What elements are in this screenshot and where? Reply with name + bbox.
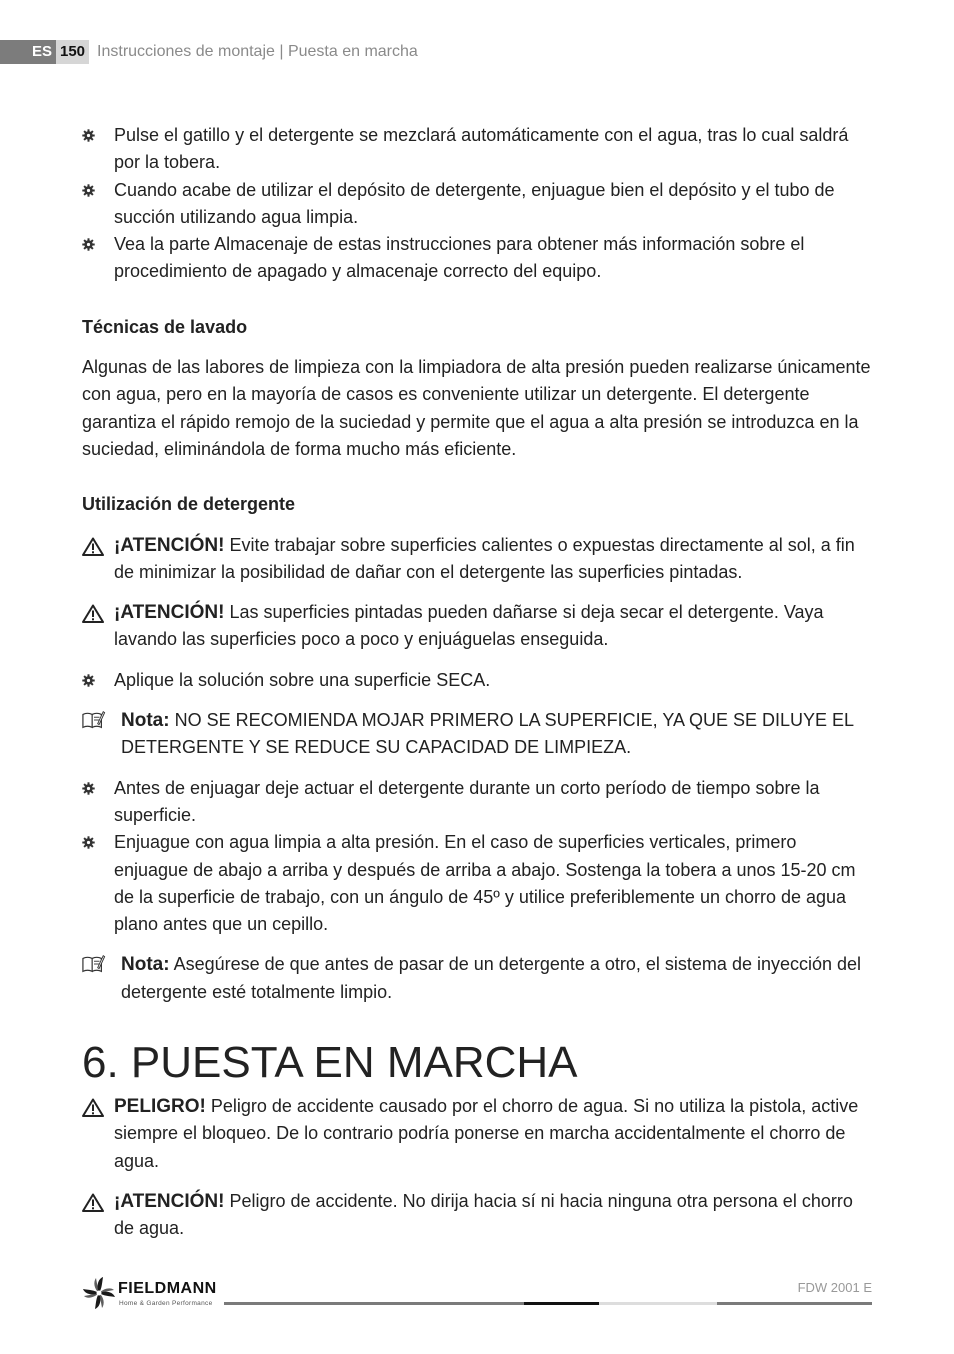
warning-triangle-icon [82,1098,104,1117]
bullet-item: Cuando acabe de utilizar el depósito de detergente, enjuague bien el depósito y el tubo de succión utilizando agua limpia. [82,177,874,232]
section-paragraph: Algunas de las labores de limpieza con la limpiadora de alta presión pueden realizarse únicamente con agua, pero en la mayoría de casos es conveniente utilizar un detergente. El detergente garantiza el rápido remojo de la suciedad y permite que el agua a alta presión se introduzca en la suciedad, eliminándola de forma mucho más eficiente. [82,357,871,459]
warning-label: ¡ATENCIÓN! [114,602,225,624]
gear-bullet-icon [82,129,95,142]
footer-rule-gray [224,1302,524,1305]
chapter-title: 6. PUESTA EN MARCHA [82,1038,578,1088]
note-block [82,951,874,1006]
running-title: Instrucciones de montaje | Puesta en marcha [97,43,418,60]
warning-label: ¡ATENCIÓN! [114,1190,225,1212]
gear-bullet-icon [82,184,95,197]
warning-label: ¡ATENCIÓN! [114,534,225,556]
page-header [0,40,418,64]
note-book-icon [82,710,106,730]
note-book-icon [82,954,106,974]
model-number: FDW 2001 E [797,1280,872,1295]
page-number: 150 [56,40,89,64]
bullet-item: Antes de enjuagar deje actuar el detergente durante un corto período de tiempo sobre la superficie. [82,775,874,830]
warning-block [82,599,874,654]
brand-tagline: Home & Garden Performance [119,1300,213,1307]
warning-block [82,532,874,587]
note-label: Nota: [121,954,170,976]
bullet-item: Enjuague con agua limpia a alta presión. En el caso de superficies verticales, primero enjuague de abajo a arriba y después de arriba a abajo. Sostenga la tobera a unos 15-20 cm de la superficie de trabajo, con un ángulo de 45º y utilice preferiblemente un chorro de agua plano antes que un cepillo. [82,829,874,938]
fan-logo-icon [82,1276,116,1310]
section-heading-detergent: Utilización de detergente [82,494,296,515]
gear-bullet-icon [82,674,95,687]
warning-triangle-icon [82,537,104,556]
brand-name: FIELDMANN [118,1280,217,1297]
section-heading-washing: Técnicas de lavado [82,316,248,337]
brand-logo [82,1276,227,1312]
warning-triangle-icon [82,604,104,623]
warning-text: Peligro de accidente. No dirija hacia sí ni hacia ninguna otra persona el chorro de agua. [114,1190,853,1239]
footer-rule-light [599,1302,717,1305]
danger-label: PELIGRO! [114,1096,206,1118]
danger-block [82,1093,874,1175]
danger-text: Peligro de accidente causado por el chorro de agua. Si no utiliza la pistola, active siempre el bloqueo. De lo contrario podría ponerse en marcha accidentalmente el chorro de agua. [114,1096,859,1171]
note-label: Nota: [121,710,170,732]
footer-rule-dark [524,1302,599,1305]
bullet-item: Vea la parte Almacenaje de estas instrucciones para obtener más información sobre el procedimiento de apagado y almacenaje correcto del equipo. [82,231,874,286]
page-content [82,122,874,1243]
note-block [82,707,874,762]
warning-block [82,1188,874,1243]
gear-bullet-icon [82,836,95,849]
bullet-item: Aplique la solución sobre una superficie SECA. [82,667,874,694]
footer-rule-gray-right [717,1302,872,1305]
warning-text: Las superficies pintadas pueden dañarse si deja secar el detergente. Vaya lavando las superficies poco a poco y enjuáguelas enseguida. [114,602,824,650]
warning-triangle-icon [82,1193,104,1212]
note-text: Asegúrese de que antes de pasar de un detergente a otro, el sistema de inyección del detergente esté totalmente limpio. [121,954,862,1002]
note-text: NO SE RECOMIENDA MOJAR PRIMERO LA SUPERFICIE, YA QUE SE DILUYE EL DETERGENTE Y SE REDUCE SU CAPACIDAD DE LIMPIEZA. [121,710,854,758]
gear-bullet-icon [82,238,95,251]
warning-text: Evite trabajar sobre superficies calientes o expuestas directamente al sol, a fin de minimizar la posibilidad de dañar con el detergente las superficies pintadas. [114,534,855,582]
gear-bullet-icon [82,782,95,795]
language-tab: ES [0,40,56,64]
bullet-item: Pulse el gatillo y el detergente se mezclará automáticamente con el agua, tras lo cual saldrá por la tobera. [82,122,874,177]
